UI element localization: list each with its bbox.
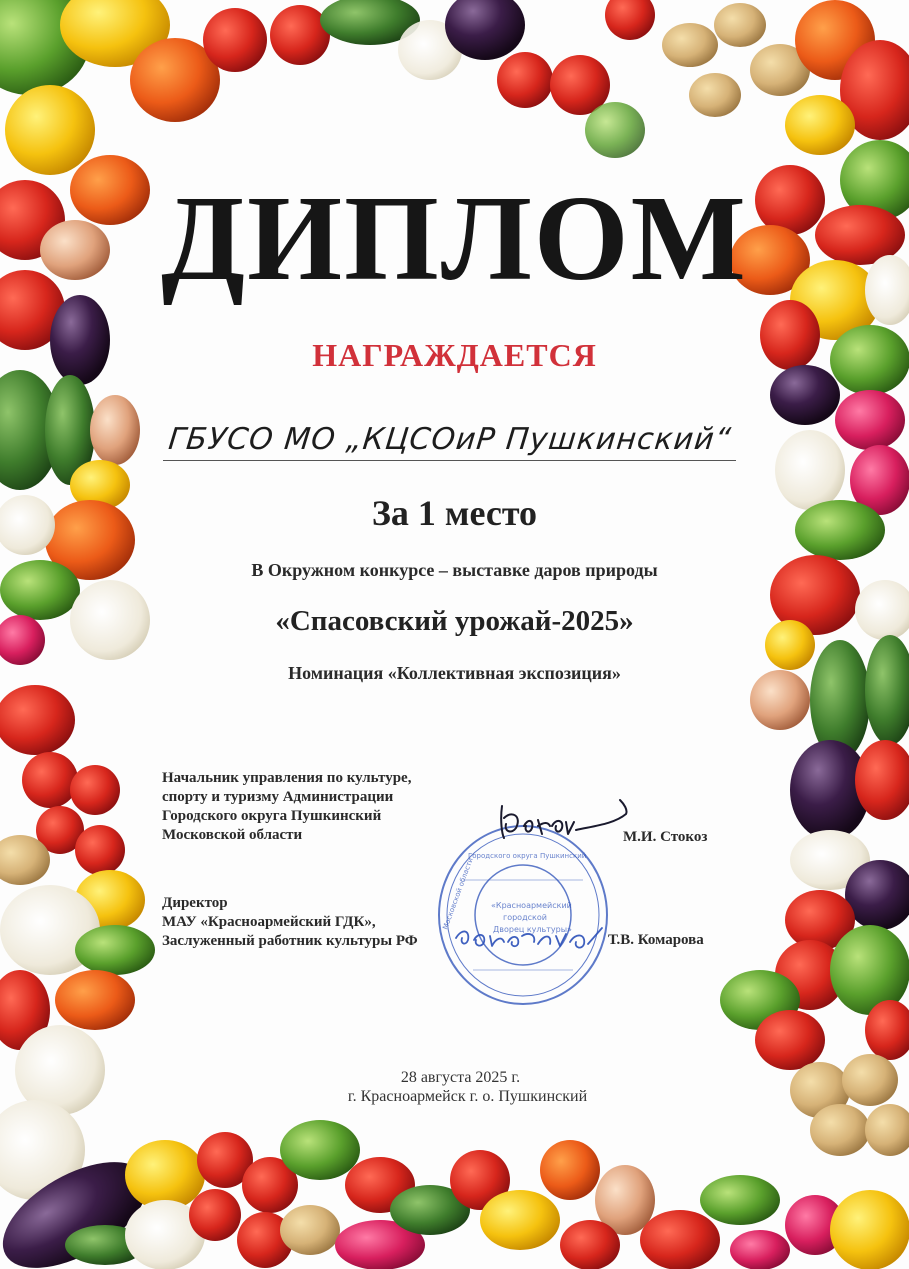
- signatory-1-position-line: спорту и туризму Администрации: [162, 789, 394, 805]
- signatory-1-position-line: Московской области: [162, 827, 303, 843]
- recipient-underline: [163, 460, 736, 461]
- contest-name: «Спасовский урожай-2025»: [275, 605, 634, 637]
- signature-stokoz: [494, 796, 634, 846]
- issue-location: г. Красноармейск г. о. Пушкинский: [347, 1088, 588, 1105]
- svg-text:Дворец культуры»: Дворец культуры»: [493, 925, 572, 934]
- svg-text:«Красноармейский: «Красноармейский: [491, 901, 572, 910]
- signatory-2-name: Т.В. Комарова: [608, 932, 704, 948]
- contest-description: В Окружном конкурсе – выставке даров природы: [251, 560, 658, 580]
- svg-text:Городского округа Пушкинский: Городского округа Пушкинский: [468, 852, 587, 860]
- diploma-title: ДИПЛОМ: [161, 171, 748, 306]
- awarded-label: НАГРАЖДАЕТСЯ: [312, 337, 597, 373]
- issue-date: 28 августа 2025 г.: [400, 1069, 521, 1086]
- recipient-name: ГБУСО МО „КЦСОиР Пушкинский“: [166, 422, 734, 457]
- signatory-1-name: М.И. Стокоз: [623, 829, 708, 845]
- signatory-1-position-line: Городского округа Пушкинский: [162, 808, 382, 824]
- signatory-1-position-line: Начальник управления по культуре,: [162, 770, 412, 786]
- svg-text:Московской области: Московской области: [441, 856, 475, 931]
- signatory-2-position-line: МАУ «Красноармейский ГДК»,: [162, 914, 376, 930]
- place-award: За 1 место: [371, 493, 538, 533]
- signature-komarova: [452, 914, 612, 954]
- signatory-2-position-line: Заслуженный работник культуры РФ: [162, 933, 418, 949]
- nomination: Номинация «Коллективная экспозиция»: [288, 663, 621, 683]
- signatory-2-position-line: Директор: [162, 895, 228, 911]
- svg-text:городской: городской: [503, 913, 547, 922]
